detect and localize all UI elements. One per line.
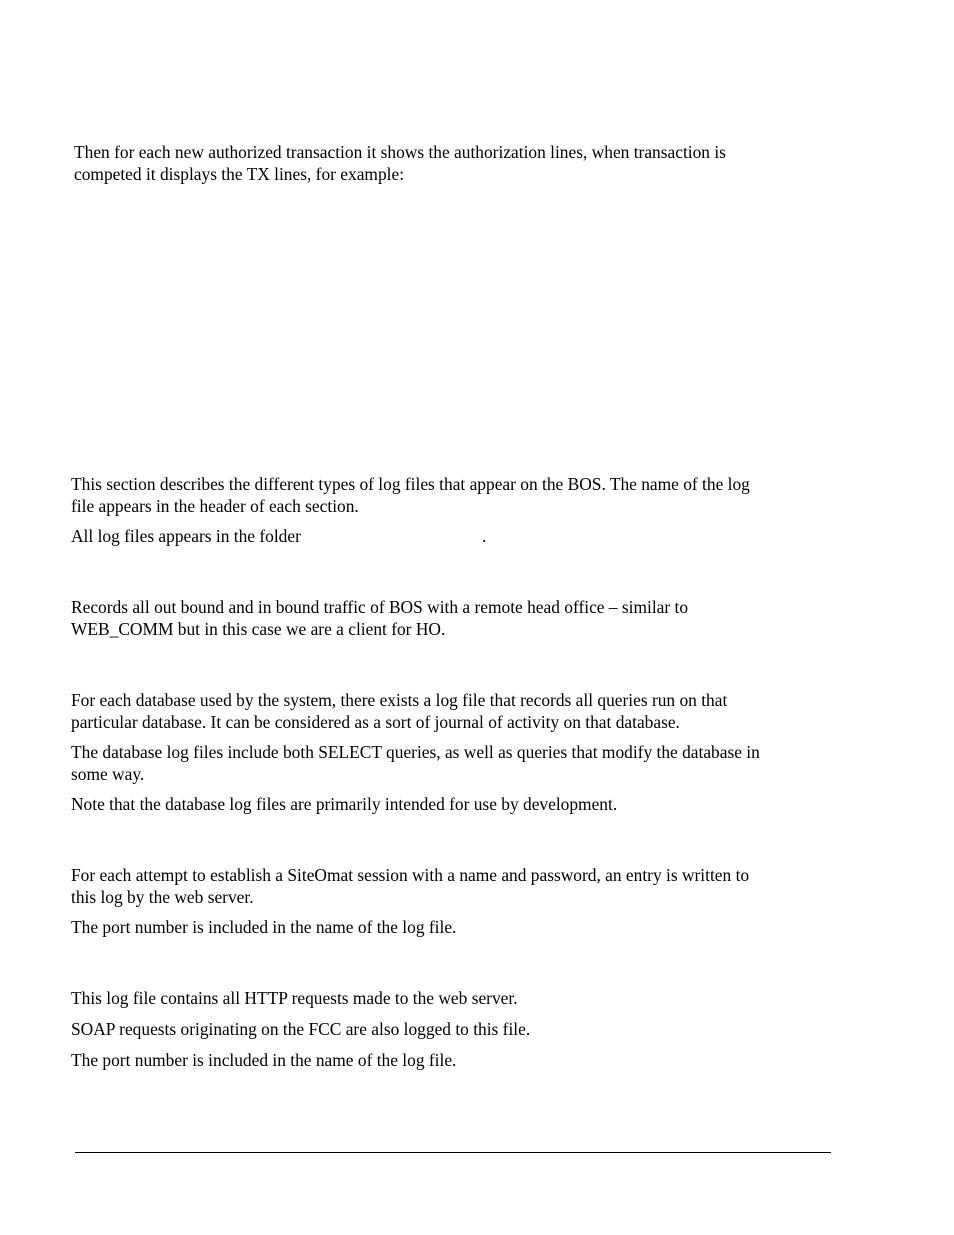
log-files-description-line-1: This section describes the different types of log files that appear on the BOS. The name of the log bbox=[71, 474, 750, 494]
database-logs-paragraph-1 bbox=[71, 689, 727, 733]
intro-paragraph bbox=[74, 141, 726, 185]
http-log-paragraph-3 bbox=[71, 1049, 456, 1071]
login-log-p1-line-1: For each attempt to establish a SiteOmat session with a name and password, an entry is written to bbox=[71, 865, 750, 885]
intro-line-1: Then for each new authorized transaction it shows the authorization lines, when transaction is bbox=[74, 142, 726, 162]
database-logs-note: Note that the database log files are primarily intended for use by development. bbox=[71, 794, 618, 814]
database-logs-paragraph-3 bbox=[71, 793, 617, 815]
database-logs-p1-line-2: particular database. It can be considered as a sort of journal of activity on that database. bbox=[71, 712, 680, 732]
database-logs-p2-line-1: The database log files include both SELECT queries, as well as queries that modify the database in bbox=[71, 742, 760, 762]
log-folder-text: All log files appears in the folder bbox=[71, 526, 301, 546]
ho-comm-line-2: WEB_COMM but in this case we are a client for HO. bbox=[71, 619, 446, 639]
log-files-description bbox=[71, 473, 750, 517]
database-logs-p1-line-1: For each database used by the system, there exists a log file that records all queries run on that bbox=[71, 690, 728, 710]
database-logs-paragraph-2 bbox=[71, 741, 760, 785]
log-files-description-line-2: file appears in the header of each section. bbox=[71, 496, 359, 516]
ho-comm-description bbox=[71, 596, 688, 640]
http-log-port-note: The port number is included in the name of the log file. bbox=[71, 1050, 457, 1070]
login-log-paragraph-2 bbox=[71, 916, 456, 938]
http-log-paragraph-2 bbox=[71, 1018, 530, 1040]
footer-divider bbox=[75, 1152, 831, 1153]
ho-comm-line-1: Records all out bound and in bound traffic of BOS with a remote head office – similar to bbox=[71, 597, 689, 617]
log-folder-end: . bbox=[482, 526, 487, 546]
log-folder-period bbox=[482, 525, 486, 547]
login-log-paragraph-1 bbox=[71, 864, 749, 908]
database-logs-p2-line-2: some way. bbox=[71, 764, 145, 784]
login-log-p1-line-2: this log by the web server. bbox=[71, 887, 254, 907]
http-log-requests: This log file contains all HTTP requests made to the web server. bbox=[71, 988, 518, 1008]
http-log-soap: SOAP requests originating on the FCC are also logged to this file. bbox=[71, 1019, 531, 1039]
intro-line-2: competed it displays the TX lines, for example: bbox=[74, 164, 405, 184]
login-log-port-note: The port number is included in the name of the log file. bbox=[71, 917, 457, 937]
log-folder-sentence bbox=[71, 525, 301, 547]
http-log-paragraph-1 bbox=[71, 987, 518, 1009]
